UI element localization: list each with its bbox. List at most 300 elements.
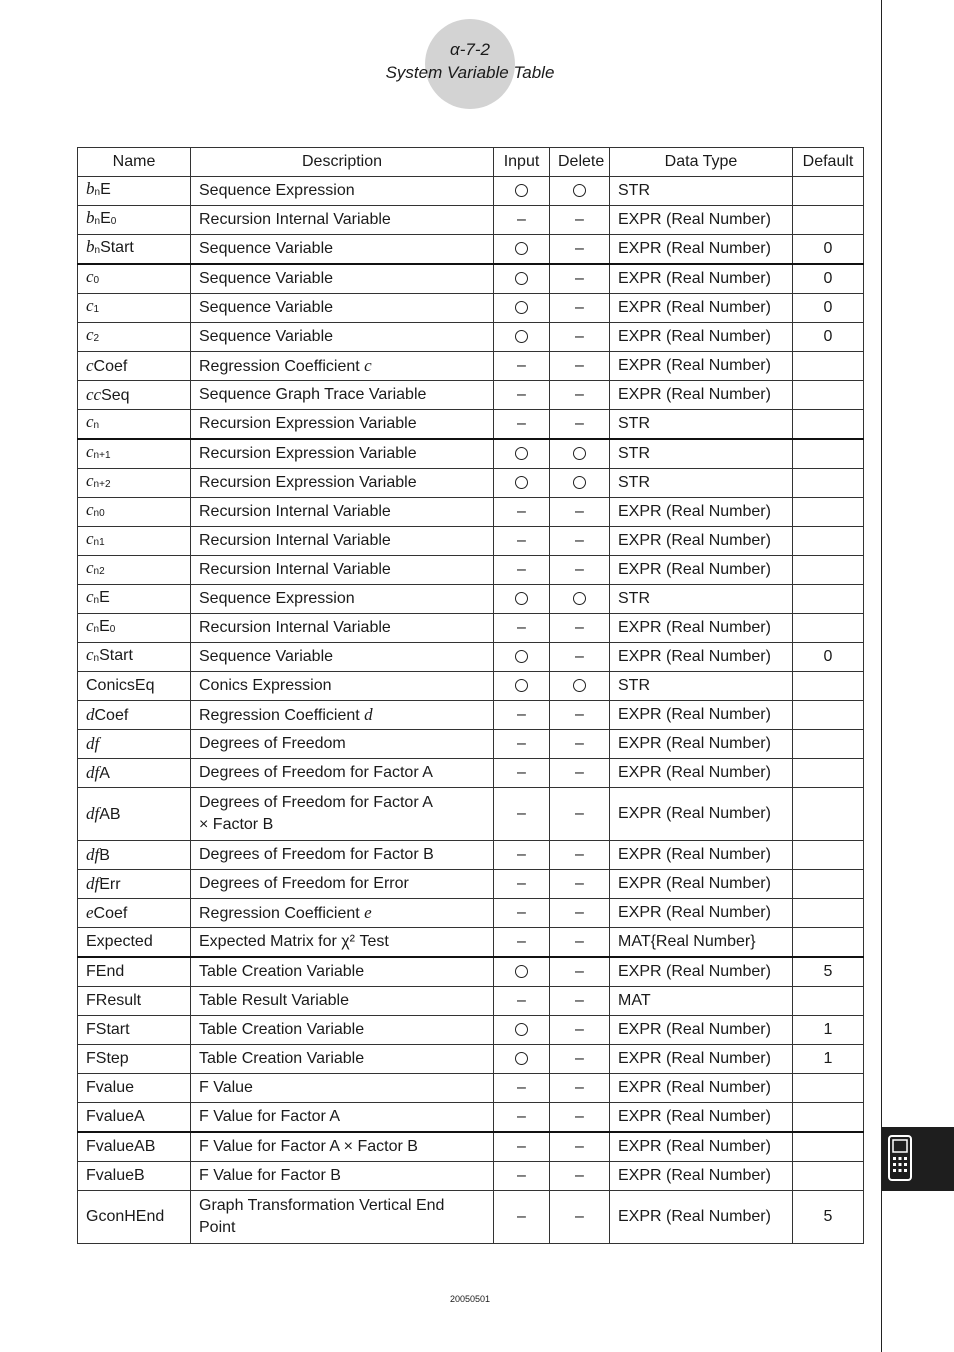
description-line: Point — [199, 1219, 236, 1236]
description-text: Conics Expression — [199, 677, 332, 694]
delete-cell — [550, 235, 610, 265]
page-title: System Variable Table — [385, 63, 555, 82]
description-text: Recursion Expression Variable — [199, 445, 417, 462]
variable-name-part: FStep — [86, 1050, 129, 1067]
input-cell — [494, 899, 550, 928]
column-header-delete: Delete — [550, 148, 610, 177]
input-mark-dash: – — [517, 415, 526, 432]
delete-mark-dash: – — [575, 328, 584, 345]
input-cell — [494, 439, 550, 469]
description-line: Graph Transformation Vertical End — [199, 1197, 445, 1214]
input-cell — [494, 264, 550, 294]
delete-mark-dash: – — [575, 1050, 584, 1067]
delete-cell — [550, 323, 610, 352]
variable-name-cell — [78, 1045, 191, 1074]
input-mark-circle-icon — [515, 301, 528, 314]
default-cell — [793, 987, 864, 1016]
input-mark-dash: – — [517, 846, 526, 863]
description-text: Expected Matrix for χ² Test — [199, 933, 389, 950]
delete-mark-dash: – — [575, 875, 584, 892]
variable-name-cell — [78, 177, 191, 206]
delete-cell — [550, 1074, 610, 1103]
variable-name-part: n+2 — [93, 479, 111, 490]
description-cell — [191, 556, 494, 585]
delete-cell — [550, 556, 610, 585]
delete-cell — [550, 498, 610, 527]
delete-cell — [550, 469, 610, 498]
description-cell — [191, 1074, 494, 1103]
delete-mark-dash: – — [575, 270, 584, 287]
data-type-cell: EXPR (Real Number) — [610, 323, 793, 352]
variable-name-part: 1 — [93, 304, 100, 315]
variable-name-part: Start — [99, 647, 133, 664]
input-cell — [494, 585, 550, 614]
description-text: Sequence Expression — [199, 590, 355, 607]
data-type-cell: STR — [610, 585, 793, 614]
column-header-name: Name — [78, 148, 191, 177]
variable-name-part: A — [99, 764, 110, 782]
variable-name-part: ConicsEq — [86, 677, 155, 694]
page-number: α-7-2 — [450, 40, 490, 59]
description-part: d — [364, 704, 373, 724]
data-type-cell: EXPR (Real Number) — [610, 841, 793, 870]
system-variable-table — [77, 147, 864, 1244]
default-cell — [793, 410, 864, 440]
column-header-default: Default — [793, 148, 864, 177]
input-mark-dash: – — [517, 933, 526, 950]
variable-name-part: df — [86, 873, 100, 893]
variable-name-part: n — [93, 595, 100, 606]
input-mark-dash: – — [517, 386, 526, 403]
description-text: Sequence Expression — [199, 182, 355, 199]
variable-name-part: FvalueAB — [86, 1138, 156, 1155]
input-cell — [494, 614, 550, 643]
input-cell — [494, 177, 550, 206]
variable-name-cell — [78, 1191, 191, 1244]
variable-name-part: GconHEnd — [86, 1208, 165, 1225]
delete-cell — [550, 410, 610, 440]
variable-name-part: Expected — [86, 933, 153, 950]
delete-mark-dash: – — [575, 846, 584, 863]
variable-name-part: FResult — [86, 992, 142, 1009]
data-type-cell: EXPR (Real Number) — [610, 614, 793, 643]
input-cell — [494, 730, 550, 759]
delete-cell — [550, 841, 610, 870]
default-cell: 1 — [793, 1045, 864, 1074]
delete-mark-dash: – — [575, 963, 584, 980]
default-cell — [793, 1132, 864, 1162]
table-row — [78, 439, 864, 469]
variable-name-cell — [78, 410, 191, 440]
delete-mark-dash: – — [575, 532, 584, 549]
default-cell: 0 — [793, 643, 864, 672]
description-text: Recursion Expression Variable — [199, 415, 417, 432]
delete-cell — [550, 1162, 610, 1191]
variable-name-cell — [78, 1016, 191, 1045]
table-row — [78, 1103, 864, 1133]
default-cell: 5 — [793, 1191, 864, 1244]
data-type-cell: EXPR (Real Number) — [610, 381, 793, 410]
variable-name-part: c — [86, 500, 94, 519]
data-type-cell: MAT — [610, 987, 793, 1016]
calculator-icon — [888, 1135, 912, 1181]
description-text: Sequence Variable — [199, 270, 334, 287]
table-row — [78, 352, 864, 381]
data-type-cell: EXPR (Real Number) — [610, 899, 793, 928]
variable-name-part: n — [93, 624, 100, 635]
delete-mark-dash: – — [575, 933, 584, 950]
description-cell — [191, 235, 494, 265]
variable-name-part: cc — [86, 384, 102, 404]
description-text: F Value for Factor B — [199, 1167, 341, 1184]
description-cell — [191, 410, 494, 440]
variable-name-part: 0 — [110, 216, 117, 227]
table-row — [78, 759, 864, 788]
table-row — [78, 585, 864, 614]
description-cell — [191, 841, 494, 870]
delete-cell — [550, 352, 610, 381]
delete-mark-dash: – — [575, 648, 584, 665]
input-cell — [494, 643, 550, 672]
data-type-cell: EXPR (Real Number) — [610, 1103, 793, 1133]
variable-name-cell — [78, 1162, 191, 1191]
variable-name-part: df — [86, 803, 100, 823]
default-cell: 0 — [793, 294, 864, 323]
delete-mark-dash: – — [575, 561, 584, 578]
data-type-cell: EXPR (Real Number) — [610, 788, 793, 841]
table-row — [78, 294, 864, 323]
input-mark-circle-icon — [515, 447, 528, 460]
description-part: Regression Coefficient — [199, 357, 365, 375]
input-mark-circle-icon — [515, 1023, 528, 1036]
description-cell — [191, 585, 494, 614]
input-mark-circle-icon — [515, 592, 528, 605]
description-cell — [191, 352, 494, 381]
description-line: × Factor B — [199, 816, 274, 833]
variable-name-part: n — [94, 187, 101, 198]
input-mark-dash: – — [517, 764, 526, 781]
table-row — [78, 730, 864, 759]
data-type-cell: EXPR (Real Number) — [610, 730, 793, 759]
description-cell — [191, 788, 494, 841]
input-cell — [494, 352, 550, 381]
variable-name-cell — [78, 788, 191, 841]
variable-name-part: FEnd — [86, 963, 125, 980]
input-mark-dash: – — [517, 992, 526, 1009]
data-type-cell: EXPR (Real Number) — [610, 957, 793, 987]
variable-name-cell — [78, 206, 191, 235]
table-row — [78, 1132, 864, 1162]
default-cell — [793, 177, 864, 206]
table-row — [78, 381, 864, 410]
delete-cell — [550, 730, 610, 759]
description-text: Sequence Variable — [199, 328, 334, 345]
delete-mark-circle-icon — [573, 184, 586, 197]
delete-cell — [550, 585, 610, 614]
table-row — [78, 556, 864, 585]
input-cell — [494, 957, 550, 987]
description-cell — [191, 614, 494, 643]
variable-name-part: Coef — [93, 357, 128, 375]
variable-name-part: n — [94, 216, 101, 227]
delete-mark-dash: – — [575, 1208, 584, 1225]
variable-name-part: d — [86, 704, 95, 724]
variable-name-part: c — [86, 325, 94, 344]
input-cell — [494, 1016, 550, 1045]
variable-name-part: E — [100, 181, 111, 198]
variable-name-cell — [78, 439, 191, 469]
input-cell — [494, 1191, 550, 1244]
input-cell — [494, 1162, 550, 1191]
description-part: Regression Coefficient — [199, 706, 365, 724]
variable-name-part: AB — [99, 805, 121, 823]
variable-name-part: c — [86, 355, 94, 375]
input-cell — [494, 1132, 550, 1162]
input-mark-dash: – — [517, 1208, 526, 1225]
table-row — [78, 469, 864, 498]
description-cell — [191, 672, 494, 701]
description-cell — [191, 701, 494, 730]
description-text: Table Creation Variable — [199, 1050, 365, 1067]
delete-mark-dash: – — [575, 1167, 584, 1184]
description-part: Regression Coefficient — [199, 904, 365, 922]
delete-mark-circle-icon — [573, 447, 586, 460]
table-row — [78, 323, 864, 352]
data-type-cell: EXPR (Real Number) — [610, 498, 793, 527]
input-cell — [494, 1045, 550, 1074]
default-cell — [793, 1162, 864, 1191]
default-cell — [793, 1103, 864, 1133]
input-mark-dash: – — [517, 904, 526, 921]
variable-name-part: df — [86, 733, 100, 753]
variable-name-part: E — [99, 618, 110, 635]
variable-name-part: c — [86, 471, 94, 490]
description-text: F Value — [199, 1079, 253, 1096]
variable-name-cell — [78, 841, 191, 870]
input-mark-dash: – — [517, 1167, 526, 1184]
input-cell — [494, 235, 550, 265]
table-row — [78, 206, 864, 235]
table-row — [78, 870, 864, 899]
description-cell — [191, 527, 494, 556]
default-cell — [793, 498, 864, 527]
description-text: Degrees of Freedom for Factor A — [199, 764, 433, 781]
description-cell — [191, 1191, 494, 1244]
default-cell — [793, 381, 864, 410]
delete-mark-dash: – — [575, 904, 584, 921]
variable-name-part: e — [86, 902, 94, 922]
table-row — [78, 235, 864, 265]
variable-name-part: Err — [99, 875, 121, 893]
delete-mark-circle-icon — [573, 592, 586, 605]
table-row — [78, 987, 864, 1016]
default-cell — [793, 899, 864, 928]
variable-name-part: 2 — [93, 333, 100, 344]
description-cell — [191, 1045, 494, 1074]
delete-mark-dash: – — [575, 805, 584, 822]
default-cell — [793, 788, 864, 841]
input-mark-circle-icon — [515, 242, 528, 255]
table-row — [78, 928, 864, 958]
delete-cell — [550, 643, 610, 672]
data-type-cell: EXPR (Real Number) — [610, 759, 793, 788]
default-cell — [793, 870, 864, 899]
data-type-cell: MAT{Real Number} — [610, 928, 793, 958]
description-text: Degrees of Freedom — [199, 735, 346, 752]
variable-name-part: Start — [100, 239, 134, 256]
input-cell — [494, 323, 550, 352]
default-cell — [793, 469, 864, 498]
data-type-cell: STR — [610, 439, 793, 469]
description-text: Recursion Internal Variable — [199, 619, 391, 636]
variable-name-part: c — [86, 529, 94, 548]
description-text: Degrees of Freedom for Factor B — [199, 846, 434, 863]
input-mark-dash: – — [517, 357, 526, 374]
description-line: Degrees of Freedom for Factor A — [199, 794, 433, 811]
delete-mark-dash: – — [575, 240, 584, 257]
delete-mark-dash: – — [575, 415, 584, 432]
variable-name-cell — [78, 469, 191, 498]
variable-name-cell — [78, 957, 191, 987]
variable-name-part: E — [99, 589, 110, 606]
delete-cell — [550, 614, 610, 643]
description-cell — [191, 439, 494, 469]
description-cell — [191, 498, 494, 527]
description-text: Recursion Internal Variable — [199, 561, 391, 578]
variable-name-part: n1 — [93, 537, 105, 548]
column-header-data-type: Data Type — [610, 148, 793, 177]
delete-cell — [550, 788, 610, 841]
description-cell — [191, 1132, 494, 1162]
input-cell — [494, 498, 550, 527]
description-text: Sequence Variable — [199, 299, 334, 316]
description-text: Table Result Variable — [199, 992, 350, 1009]
description-cell — [191, 264, 494, 294]
input-cell — [494, 672, 550, 701]
input-cell — [494, 556, 550, 585]
description-text: F Value for Factor A — [199, 1108, 341, 1125]
description-cell — [191, 899, 494, 928]
input-mark-dash: – — [517, 211, 526, 228]
input-mark-dash: – — [517, 706, 526, 723]
delete-cell — [550, 870, 610, 899]
data-type-cell: EXPR (Real Number) — [610, 1132, 793, 1162]
input-cell — [494, 410, 550, 440]
data-type-cell: EXPR (Real Number) — [610, 1191, 793, 1244]
delete-cell — [550, 928, 610, 958]
description-text: Recursion Expression Variable — [199, 474, 417, 491]
description-cell — [191, 643, 494, 672]
default-cell — [793, 206, 864, 235]
table-row — [78, 1016, 864, 1045]
input-mark-dash: – — [517, 561, 526, 578]
delete-mark-dash: – — [575, 1108, 584, 1125]
delete-mark-dash: – — [575, 764, 584, 781]
table-row — [78, 1074, 864, 1103]
default-cell: 1 — [793, 1016, 864, 1045]
input-cell — [494, 788, 550, 841]
variable-name-cell — [78, 556, 191, 585]
description-part: e — [364, 902, 372, 922]
variable-name-cell — [78, 899, 191, 928]
table-row — [78, 957, 864, 987]
variable-name-cell — [78, 701, 191, 730]
table-row — [78, 410, 864, 440]
variable-name-cell — [78, 643, 191, 672]
input-mark-circle-icon — [515, 679, 528, 692]
input-mark-dash: – — [517, 1138, 526, 1155]
data-type-cell: EXPR (Real Number) — [610, 1074, 793, 1103]
variable-name-part: Fvalue — [86, 1079, 135, 1096]
input-mark-circle-icon — [515, 476, 528, 489]
default-cell: 5 — [793, 957, 864, 987]
data-type-cell: EXPR (Real Number) — [610, 1016, 793, 1045]
delete-cell — [550, 957, 610, 987]
input-mark-dash: – — [517, 619, 526, 636]
input-mark-dash: – — [517, 1108, 526, 1125]
input-cell — [494, 206, 550, 235]
variable-name-cell — [78, 614, 191, 643]
input-mark-circle-icon — [515, 272, 528, 285]
delete-cell — [550, 527, 610, 556]
delete-mark-dash: – — [575, 357, 584, 374]
description-cell — [191, 987, 494, 1016]
data-type-cell: STR — [610, 177, 793, 206]
variable-name-cell — [78, 294, 191, 323]
column-header-input: Input — [494, 148, 550, 177]
input-mark-circle-icon — [515, 330, 528, 343]
description-cell — [191, 928, 494, 958]
data-type-cell: EXPR (Real Number) — [610, 294, 793, 323]
input-mark-dash: – — [517, 1079, 526, 1096]
description-text: Table Creation Variable — [199, 963, 365, 980]
variable-name-cell — [78, 928, 191, 958]
default-cell: 0 — [793, 235, 864, 265]
delete-cell — [550, 1016, 610, 1045]
variable-name-part: n — [93, 653, 100, 664]
variable-name-part: FStart — [86, 1021, 130, 1038]
data-type-cell: EXPR (Real Number) — [610, 206, 793, 235]
variable-name-part: Coef — [93, 904, 128, 922]
data-type-cell: EXPR (Real Number) — [610, 527, 793, 556]
delete-cell — [550, 294, 610, 323]
input-mark-dash: – — [517, 875, 526, 892]
input-cell — [494, 469, 550, 498]
input-mark-circle-icon — [515, 650, 528, 663]
variable-name-cell — [78, 1074, 191, 1103]
default-cell — [793, 841, 864, 870]
table-row — [78, 527, 864, 556]
variable-name-part: n — [94, 245, 101, 256]
data-type-cell: EXPR (Real Number) — [610, 556, 793, 585]
input-cell — [494, 928, 550, 958]
variable-name-part: df — [86, 762, 100, 782]
description-cell — [191, 206, 494, 235]
variable-name-cell — [78, 527, 191, 556]
variable-name-part: n — [93, 420, 100, 431]
input-cell — [494, 841, 550, 870]
description-text: Recursion Internal Variable — [199, 211, 391, 228]
description-cell — [191, 294, 494, 323]
description-cell — [191, 1103, 494, 1133]
description-text: Sequence Variable — [199, 240, 334, 257]
table-row — [78, 1162, 864, 1191]
variable-name-part: n2 — [93, 566, 105, 577]
variable-name-cell — [78, 1132, 191, 1162]
table-row — [78, 899, 864, 928]
table-row — [78, 672, 864, 701]
data-type-cell: EXPR (Real Number) — [610, 352, 793, 381]
